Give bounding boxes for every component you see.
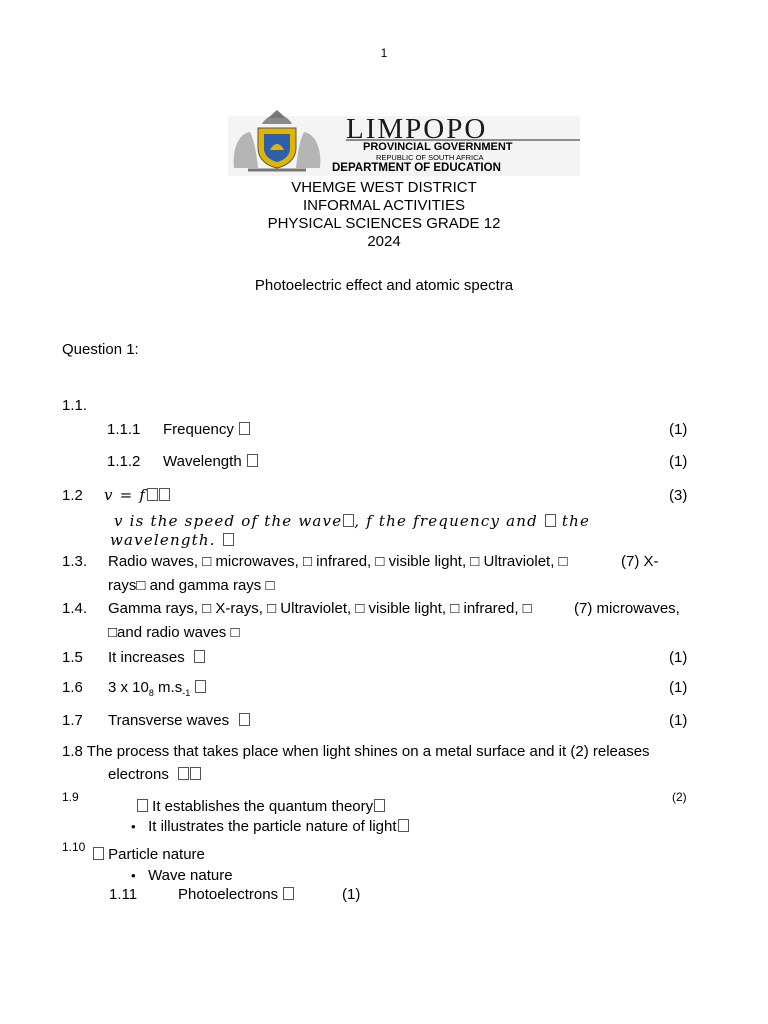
- tick-box-icon: [223, 533, 234, 546]
- marks: (1): [669, 421, 688, 438]
- answer-text: □and radio waves □: [108, 624, 240, 641]
- tick-box-icon: [239, 713, 250, 726]
- formula-explanation: wavelength.: [110, 531, 234, 549]
- item-number: 1.6: [62, 679, 83, 696]
- answer-text: Frequency: [163, 421, 250, 438]
- tick-box-icon: [195, 680, 206, 693]
- tick-box-icon: [178, 767, 189, 780]
- answer-text: Gamma rays, □ X-rays, □ Ultraviolet, □ visible light, □ infrared, □: [108, 600, 532, 617]
- marks: (1): [669, 679, 688, 696]
- item-number: 1.10: [62, 840, 86, 854]
- answer-text: electrons: [108, 766, 201, 783]
- item-number: 1.1.1: [107, 421, 141, 438]
- answer-text: It increases: [108, 649, 205, 666]
- answer-text: rays□ and gamma rays □: [108, 577, 275, 594]
- tick-box-icon: [137, 799, 148, 812]
- answer-text: Photoelectrons: [178, 886, 294, 903]
- logo-title: LIMPOPO: [346, 113, 488, 145]
- marks: (7) X-: [621, 553, 659, 570]
- tick-box-icon: [374, 799, 385, 812]
- activity-line: INFORMAL ACTIVITIES: [303, 197, 465, 214]
- item-number: 1.4.: [62, 600, 88, 617]
- answer-text: Particle nature: [92, 846, 205, 863]
- answer-text: 3 x $10_8$ $m.s_{-1}$: [108, 679, 206, 698]
- answer-text: Radio waves, □ microwaves, □ infrared, □ visible light, □ Ultraviolet, □: [108, 553, 568, 570]
- tick-box-icon: [398, 819, 409, 832]
- question-heading: Question 1:: [62, 341, 139, 358]
- item-number: 1.2: [62, 487, 83, 504]
- answer-text: It establishes the quantum theory: [136, 798, 385, 815]
- subject-line: PHYSICAL SCIENCES GRADE 12: [267, 215, 501, 232]
- answer-text: Wavelength: [163, 453, 258, 470]
- item-number: 1.1.: [62, 397, 88, 414]
- tick-box-icon: [93, 847, 104, 860]
- item-number: 1.5: [62, 649, 83, 666]
- logo-provincial: PROVINCIAL GOVERNMENT: [363, 141, 513, 153]
- marks: (1): [669, 712, 688, 729]
- tick-box-icon: [194, 650, 205, 663]
- list-item: • It illustrates the particle nature of light: [131, 818, 409, 835]
- topic-title: Photoelectric effect and atomic spectra: [254, 277, 514, 294]
- page-number: 1: [380, 46, 388, 60]
- district-line: VHEMGE WEST DISTRICT: [291, 179, 477, 196]
- item-number: 1.11: [109, 886, 138, 903]
- list-item: • Wave nature: [131, 867, 233, 884]
- formula: v = f: [104, 486, 170, 504]
- tick-box-icon: [239, 422, 250, 435]
- item-number: 1.9: [62, 790, 79, 804]
- tick-box-icon: [247, 454, 258, 467]
- tick-box-icon: [343, 514, 354, 527]
- logo-republic: REPUBLIC OF SOUTH AFRICA: [376, 153, 484, 162]
- year-line: 2024: [367, 233, 401, 250]
- item-number: 1.1.2: [107, 453, 141, 470]
- tick-box-icon: [283, 887, 294, 900]
- formula-explanation: v is the speed of the wave , f the frequency and the: [114, 512, 591, 530]
- answer-text: Transverse waves: [108, 712, 250, 729]
- logo-department: DEPARTMENT OF EDUCATION: [332, 162, 501, 174]
- item-number: 1.7: [62, 712, 83, 729]
- marks: (3): [669, 487, 688, 504]
- marks: (1): [669, 453, 688, 470]
- tick-box-icon: [190, 767, 201, 780]
- answer-text: 1.8 The process that takes place when light shines on a metal surface and it (2) releases: [62, 743, 650, 760]
- lambda-box-icon: [545, 514, 556, 527]
- lambda-box-icon: [147, 488, 158, 501]
- item-number: 1.3.: [62, 553, 88, 570]
- marks: (7) microwaves,: [574, 600, 680, 617]
- marks: (1): [342, 886, 361, 903]
- marks: (1): [669, 649, 688, 666]
- marks: (2): [672, 790, 687, 804]
- tick-box-icon: [159, 488, 170, 501]
- limpopo-logo: [228, 110, 580, 176]
